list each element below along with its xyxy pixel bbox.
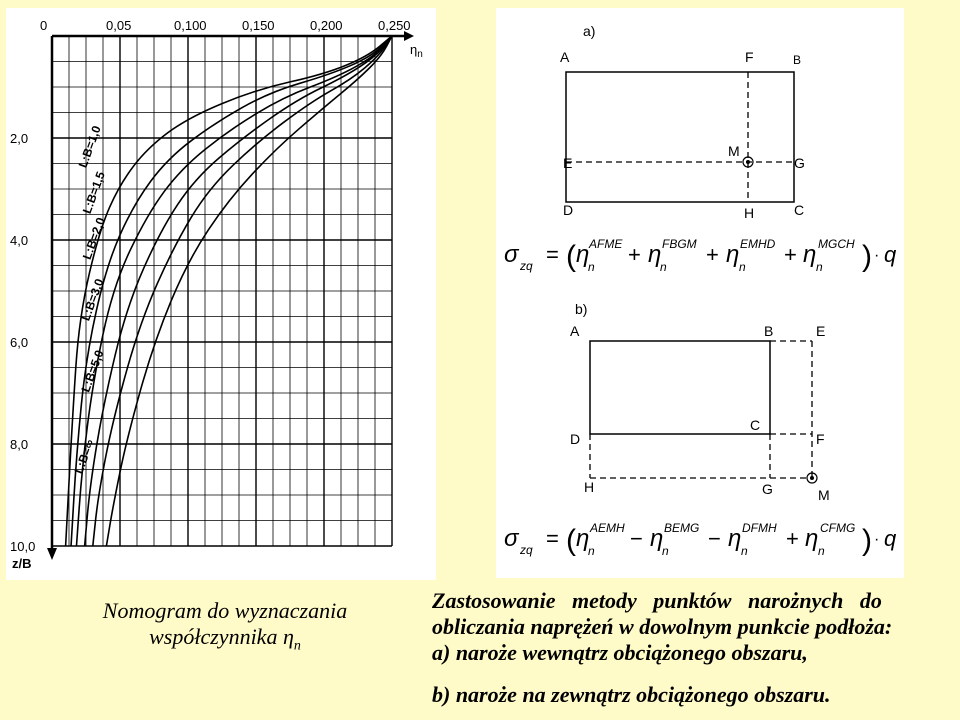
point-c-label-b: C	[750, 417, 761, 433]
nomogram-caption	[60, 598, 390, 659]
point-f-label: F	[745, 49, 754, 65]
point-f-label-b: F	[816, 431, 825, 447]
point-a-label-b: A	[570, 323, 580, 339]
svg-text:AFME: AFME	[589, 237, 623, 251]
curve-label: L:B=1,0	[75, 123, 104, 170]
x-tick-label: 0,05	[106, 18, 132, 33]
svg-text:η: η	[726, 241, 740, 268]
y-tick-label: 6,0	[10, 335, 29, 350]
x-tick-label: 0,100	[174, 18, 207, 33]
point-b-label: B	[793, 53, 802, 67]
point-g-label: G	[794, 155, 805, 171]
svg-text:σ: σ	[504, 525, 519, 552]
svg-text:AEMH: AEMH	[590, 521, 625, 535]
x-tick-label: 0,250	[378, 18, 411, 33]
point-h-label-b: H	[584, 479, 595, 495]
svg-text:(: (	[566, 240, 576, 273]
svg-text:): )	[862, 240, 872, 273]
point-m-label: M	[728, 143, 740, 159]
caption-right-line2: obliczania naprężeń w dowolnym punkcie podłoża:	[432, 614, 893, 639]
curve-label: L:B=∞	[71, 437, 97, 476]
svg-text:CFMG: CFMG	[820, 521, 856, 535]
point-m-label-b: M	[818, 487, 830, 503]
svg-text:η: η	[650, 525, 664, 552]
svg-text:EMHD: EMHD	[740, 237, 776, 251]
svg-text:η: η	[728, 525, 742, 552]
svg-text:): )	[862, 524, 872, 557]
svg-text:·: ·	[874, 247, 880, 264]
diagram-b-label: b)	[575, 301, 588, 317]
svg-text:·: ·	[874, 531, 880, 548]
svg-text:=: =	[546, 242, 559, 267]
nomogram-panel	[6, 8, 436, 580]
svg-text:−: −	[708, 526, 721, 551]
point-a-label: A	[560, 49, 570, 65]
loaded-area-rect-a	[566, 72, 794, 202]
point-e-label: E	[563, 155, 573, 171]
curve-label: L:B=3,0	[78, 276, 107, 323]
y-tick-label: 2,0	[10, 131, 29, 146]
svg-text:−: −	[630, 526, 643, 551]
caption-right-line1: Zastosowanie metody punktów narożnych do	[432, 588, 882, 613]
svg-text:=: =	[546, 526, 559, 551]
svg-text:DFMH: DFMH	[742, 521, 777, 535]
svg-text:n: n	[741, 544, 748, 558]
svg-text:η: η	[648, 241, 662, 268]
y-axis-arrow-icon	[47, 548, 57, 560]
curve-label: L:B=1,5	[79, 169, 108, 216]
svg-text:η: η	[805, 525, 819, 552]
svg-text:FBGM: FBGM	[662, 237, 697, 251]
point-h-label: H	[744, 205, 755, 221]
svg-text:q: q	[884, 526, 897, 551]
diagram-a-label: a)	[583, 23, 596, 39]
caption-right-line4: b) naroże na zewnątrz obciążonego obszaru.	[432, 682, 831, 707]
x-axis-label: $\eta_n$	[410, 42, 423, 60]
point-b-label-b: B	[764, 323, 774, 339]
corner-method-caption	[432, 588, 960, 708]
y-tick-label: 8,0	[10, 437, 29, 452]
svg-text:n: n	[588, 260, 595, 274]
formula-b	[504, 521, 897, 558]
svg-text:zq: zq	[520, 543, 533, 557]
point-c-label: C	[794, 202, 805, 218]
diagram-b	[504, 301, 897, 558]
point-e-label-b: E	[816, 323, 826, 339]
svg-text:n: n	[660, 260, 667, 274]
y-tick-label: 10,0	[10, 539, 36, 554]
corner-method-panel	[496, 8, 904, 578]
x-tick-label: 0	[40, 18, 48, 33]
point-d-label-b: D	[570, 431, 581, 447]
nomogram-chart	[6, 8, 436, 580]
y-tick-label: 4,0	[10, 233, 29, 248]
svg-text:zq: zq	[520, 259, 533, 273]
svg-text:n: n	[739, 260, 746, 274]
point-g-label-b: G	[762, 481, 773, 497]
svg-text:n: n	[818, 544, 825, 558]
svg-text:MGCH: MGCH	[818, 237, 855, 251]
svg-text:BEMG: BEMG	[664, 521, 700, 535]
point-d-label: D	[563, 202, 574, 218]
x-tick-label: 0,150	[242, 18, 275, 33]
caption-right-line3: a) naroże wewnątrz obciążonego obszaru,	[432, 640, 808, 665]
svg-text:+: +	[784, 242, 797, 267]
diagram-a	[504, 23, 897, 274]
formula-a	[504, 237, 897, 274]
svg-text:η: η	[576, 525, 590, 552]
loaded-area-rect-b	[590, 341, 770, 434]
svg-text:q: q	[884, 242, 897, 267]
y-axis-label: z/B	[12, 556, 32, 571]
svg-text:η: η	[576, 241, 590, 268]
svg-text:σ: σ	[504, 241, 519, 268]
svg-text:η: η	[803, 241, 817, 268]
x-tick-label: 0,200	[310, 18, 343, 33]
svg-text:n: n	[588, 544, 595, 558]
curve-label: L:B=2,0	[79, 215, 108, 262]
svg-text:n: n	[816, 260, 823, 274]
caption-left-line1: Nomogram do wyznaczania	[102, 598, 348, 623]
svg-text:+: +	[628, 242, 641, 267]
point-m-dot-icon	[746, 160, 750, 164]
caption-left-line2: współczynnika $\eta_n$	[149, 624, 301, 654]
svg-text:(: (	[566, 524, 576, 557]
curve-label: L:B=5,0	[78, 348, 107, 395]
svg-text:n: n	[662, 544, 669, 558]
corner-method-diagram	[496, 8, 904, 578]
svg-text:+: +	[706, 242, 719, 267]
svg-text:+: +	[786, 526, 799, 551]
point-m-dot-b-icon	[810, 476, 814, 480]
